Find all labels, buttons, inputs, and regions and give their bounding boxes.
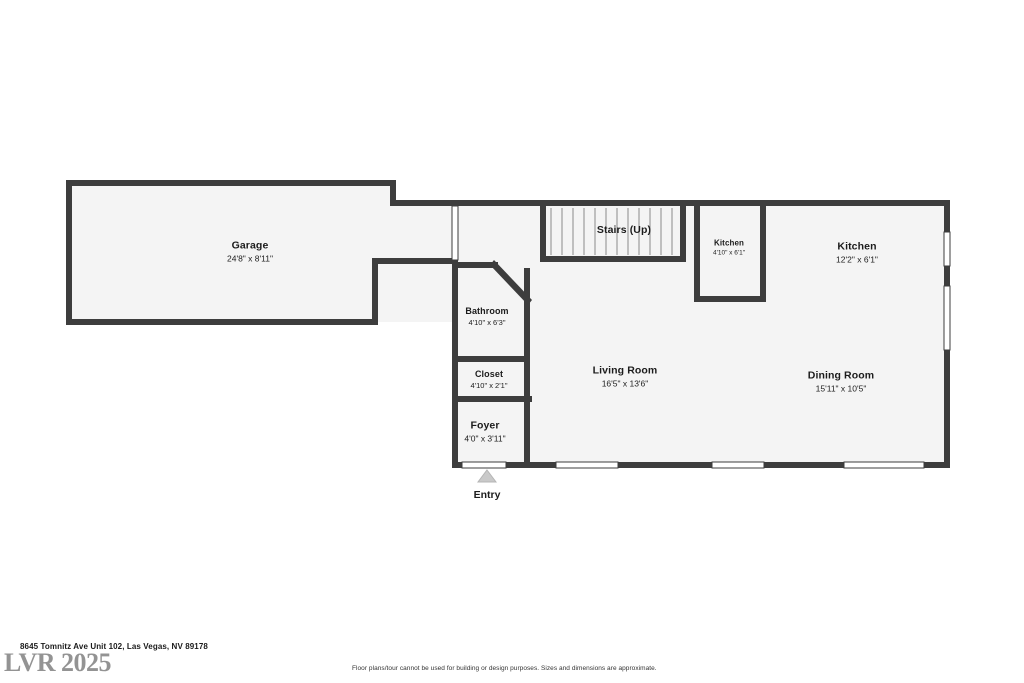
room-dimensions: 24'8" x 8'11" — [227, 253, 273, 264]
room-dimensions: 4'10" x 6'1" — [712, 249, 746, 257]
watermark: LVR 2025 — [4, 648, 112, 677]
room-name: Kitchen — [837, 240, 877, 253]
room-dimensions: 4'10" x 2'1" — [470, 381, 508, 391]
room-dimensions: 4'10" x 6'3" — [468, 318, 506, 328]
entry-arrow-icon — [478, 470, 496, 482]
room-name: Dining Room — [807, 369, 875, 382]
room-dimensions: 16'5" x 13'6" — [601, 378, 649, 389]
room-name: Garage — [231, 239, 269, 252]
room-dimensions: 4'0" x 3'11" — [464, 433, 506, 444]
room-dimensions: 15'11" x 10'5" — [815, 383, 867, 394]
disclaimer-text: Floor plans/tour cannot be used for building or design purposes. Sizes and dimensions are approximate. — [352, 665, 657, 672]
room-name: Living Room — [592, 364, 658, 377]
room-dimensions: 12'2" x 6'1" — [836, 254, 878, 265]
room-name: Foyer — [470, 419, 500, 432]
room-name: Kitchen — [713, 238, 745, 248]
entry-label: Entry — [473, 489, 501, 501]
room-name: Stairs (Up) — [596, 223, 652, 236]
room-name: Bathroom — [465, 306, 509, 317]
room-name: Closet — [474, 369, 504, 380]
property-address: 8645 Tomnitz Ave Unit 102, Las Vegas, NV 89178 — [20, 642, 208, 651]
